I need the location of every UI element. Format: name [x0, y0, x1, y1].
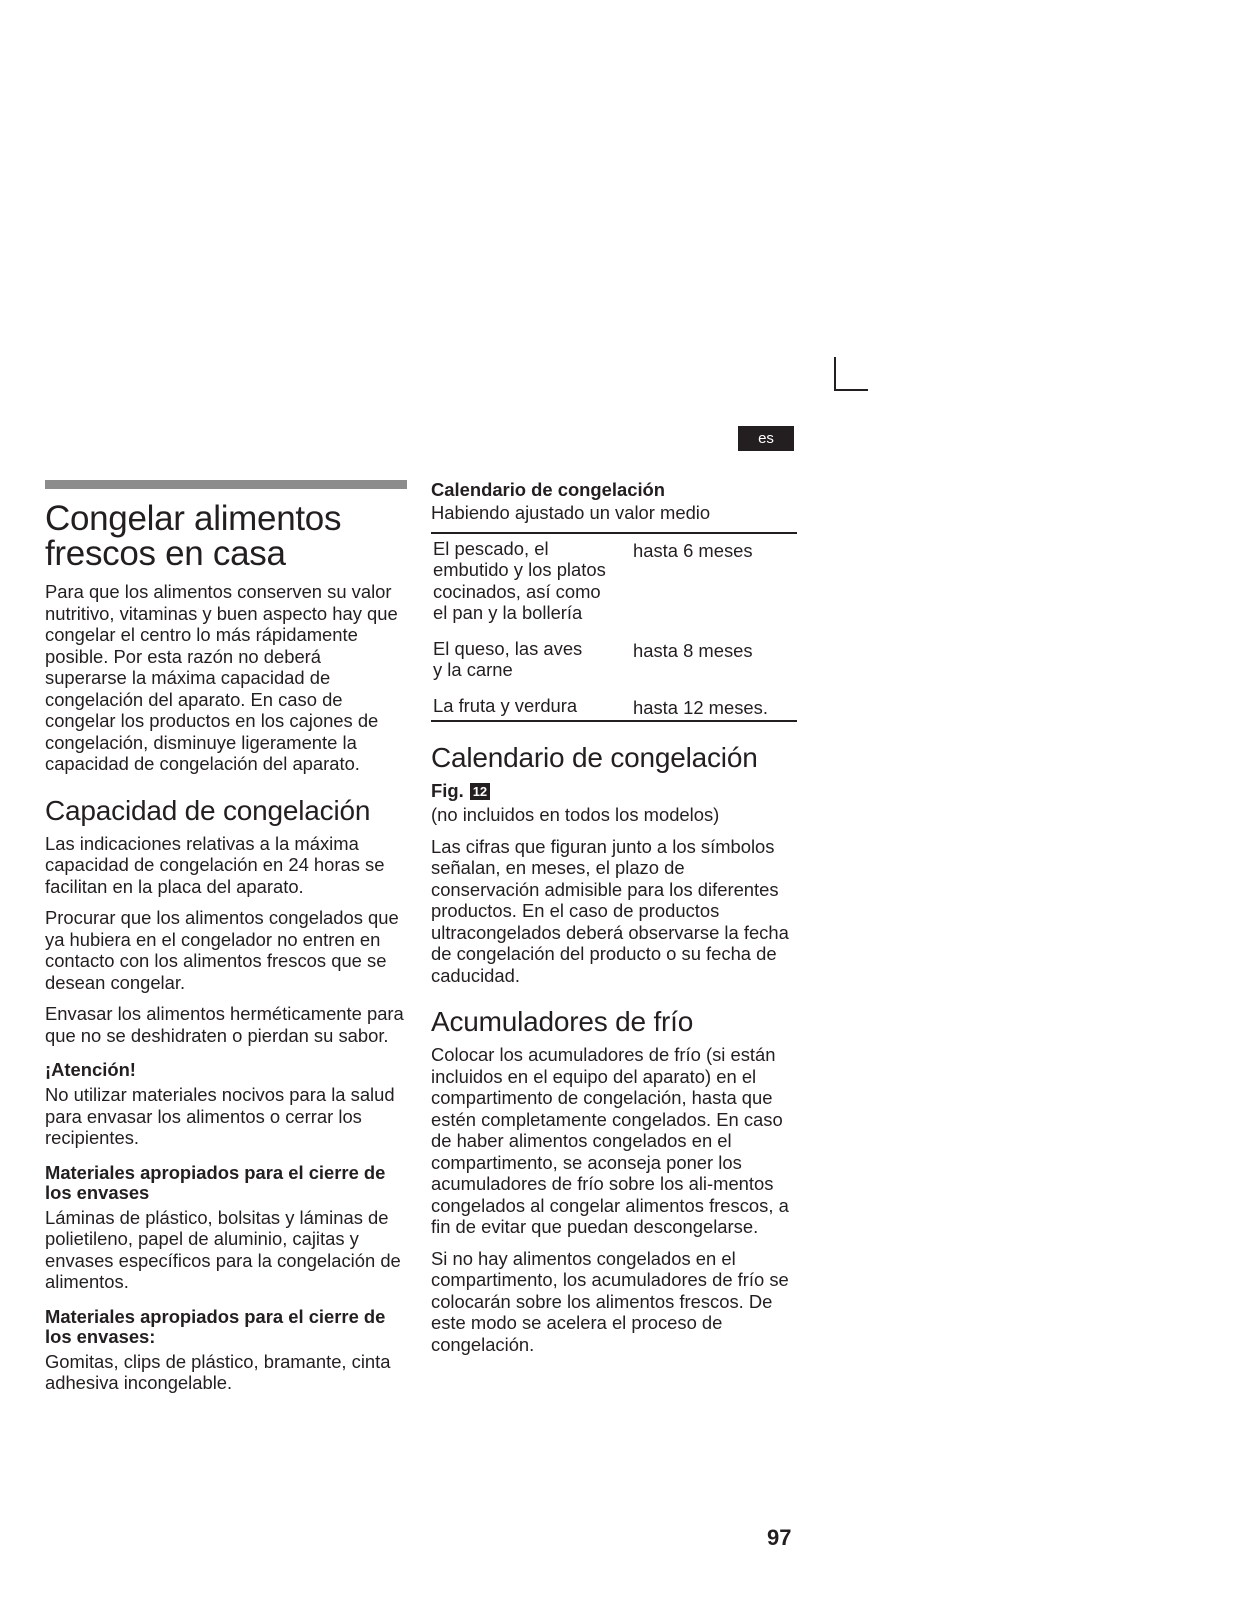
- capacity-paragraph-2: Procurar que los alimentos congelados que ya hubiera en el congelador no entren en contacto con los alimentos frescos que se desean congelar.: [45, 907, 399, 993]
- table-subheading: Habiendo ajustado un valor medio: [431, 502, 711, 523]
- table-cell-item: La fruta y verdura: [433, 694, 578, 716]
- table-heading: Calendario de congelación: [431, 479, 666, 500]
- intro-paragraph: Para que los alimentos conserven su valor nutritivo, vitaminas y buen aspecto hay que congelar el centro lo más rápidamente posible. Por esta razón no deberá superarse la máxima capacidad de congelación del aparato. En caso de congelar los productos en los cajones de congelación, disminuye ligeramente la capacidad de congelación del aparato.: [45, 581, 398, 774]
- accumulators-paragraph-1: Colocar los acumuladores de frío (si están incluidos en el equipo del aparato) en el compartimento de congelación, hasta que estén completamente congelados. En caso de haber alimentos congelados en el compartimento, se aconseja poner los acumuladores de frío sobre los ali-mentos congelados al congelar alimentos frescos, a fin de evitar que puedan descongelarse.: [431, 1044, 789, 1237]
- freezing-table: [431, 532, 797, 723]
- figure-number-badge: 12: [470, 783, 490, 800]
- materials-text-1: Láminas de plástico, bolsitas y láminas de polietileno, papel de aluminio, cajitas y envases específicos para la congelación de alimentos.: [45, 1206, 401, 1292]
- accumulators-paragraph-2: Si no hay alimentos congelados en el compartimento, los acumuladores de frío se colocarán sobre los alimentos frescos. De este modo se acelera el proceso de congelación.: [431, 1247, 789, 1355]
- figure-reference: [431, 780, 797, 802]
- page-number: 97: [767, 1525, 792, 1550]
- table-row: [431, 691, 797, 721]
- table-cell-duration: hasta 8 meses: [633, 639, 753, 661]
- crop-mark: [834, 357, 868, 391]
- capacity-paragraph-3: Envasar los alimentos herméticamente para que no se deshidraten o pierdan su sabor.: [45, 1003, 404, 1046]
- table-cell-duration: hasta 6 meses: [633, 539, 753, 561]
- right-column: [431, 480, 797, 1365]
- table-cell-item: El pescado, el embutido y los platos cocinados, así como el pan y la bollería: [433, 537, 606, 623]
- capacity-heading: Capacidad de congelación: [45, 794, 371, 826]
- accumulators-heading: Acumuladores de frío: [431, 1006, 694, 1037]
- calendar-heading: Calendario de congelación: [431, 742, 758, 773]
- table-cell-duration: hasta 12 meses.: [633, 696, 768, 718]
- attention-label: ¡Atención!: [45, 1059, 136, 1080]
- page-title: Congelar alimentos frescos en casa: [45, 499, 342, 573]
- calendar-note: (no incluidos en todos los modelos): [431, 804, 720, 825]
- table-cell-item: El queso, las aves y la carne: [433, 637, 583, 680]
- left-column: [45, 480, 407, 1404]
- materials-text-2: Gomitas, clips de plástico, bramante, cinta adhesiva incongelable.: [45, 1350, 391, 1393]
- figure-label: Fig.: [431, 780, 464, 801]
- section-bar: [45, 480, 407, 489]
- language-badge: es: [738, 426, 794, 451]
- attention-text: No utilizar materiales nocivos para la salud para envasar los alimentos o cerrar los recipientes.: [45, 1084, 395, 1148]
- capacity-paragraph-1: Las indicaciones relativas a la máxima capacidad de congelación en 24 horas se facilitan en la placa del aparato.: [45, 832, 385, 897]
- table-row: [431, 534, 797, 626]
- calendar-paragraph: Las cifras que figuran junto a los símbolos señalan, en meses, el plazo de conservación admisible para los diferentes productos. En el caso de productos ultracongelados deberá observarse la fecha de congelación del producto o su fecha de caducidad.: [431, 835, 789, 986]
- table-row: [431, 634, 797, 683]
- materials-heading-2: Materiales apropiados para el cierre de los envases:: [45, 1305, 386, 1347]
- materials-heading-1: Materiales apropiados para el cierre de los envases: [45, 1161, 386, 1203]
